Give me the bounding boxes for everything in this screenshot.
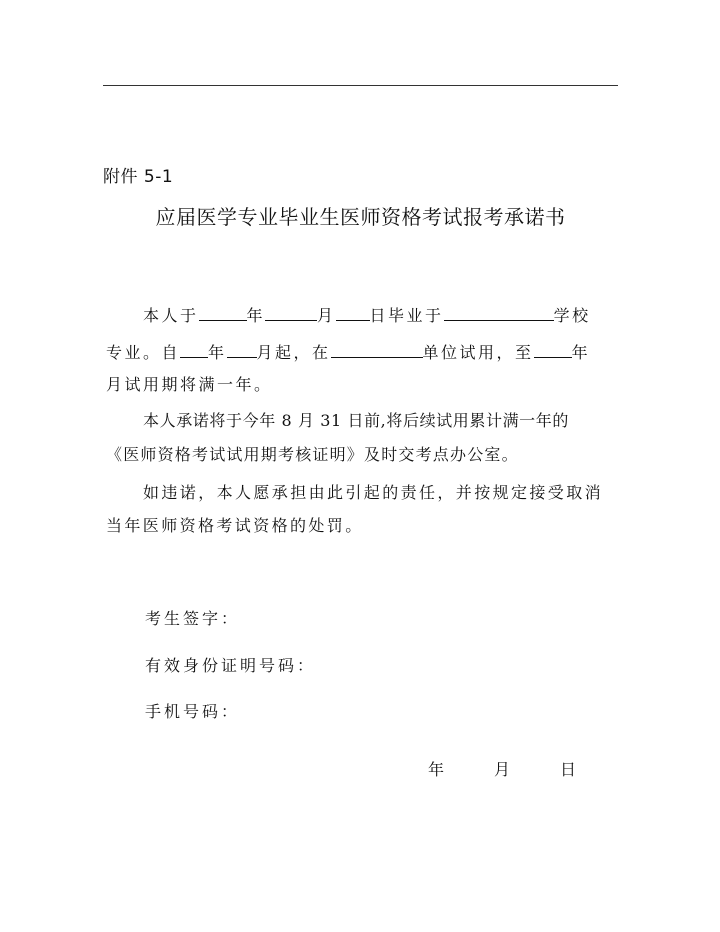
paragraph-3-line-2: 当年医师资格考试资格的处罚。: [106, 516, 364, 535]
start-year-blank[interactable]: [180, 341, 208, 358]
text-segment: 日毕业于: [369, 306, 444, 325]
paragraph-1-line-2: [106, 341, 590, 363]
text-segment: 单位试用，至: [422, 343, 534, 362]
date-year: 年: [428, 760, 445, 779]
start-month-blank[interactable]: [227, 341, 257, 358]
text-segment: 年: [208, 343, 227, 362]
header-rule: [103, 85, 618, 86]
attachment-label: 附件 5-1: [103, 167, 174, 187]
document-title: 应届医学专业毕业生医师资格考试报考承诺书: [155, 205, 566, 229]
paragraph-1-line-1: [143, 304, 591, 326]
paragraph-2-line-2: 《医师资格考试试用期考核证明》及时交考点办公室。: [106, 445, 519, 464]
text-segment: 年: [246, 306, 266, 325]
unit-blank[interactable]: [331, 341, 423, 358]
date-month: 月: [494, 760, 511, 779]
text-segment: 本人于: [143, 306, 199, 325]
paragraph-3-line-1: 如违诺，本人愿承担由此引起的责任，并按规定接受取消: [143, 483, 604, 502]
text-segment: 月: [317, 306, 336, 325]
text-segment: 专业。自: [106, 343, 181, 362]
paragraph-1-line-3: 月试用期将满一年。: [106, 375, 273, 394]
text-segment: 月起，在: [256, 343, 331, 362]
phone-number-label: 手机号码：: [145, 702, 241, 721]
month-blank[interactable]: [265, 304, 317, 321]
id-number-label: 有效身份证明号码：: [145, 656, 317, 675]
text-segment: 学校: [553, 306, 591, 325]
text-segment: 年: [571, 343, 591, 362]
end-year-blank[interactable]: [534, 341, 572, 358]
year-blank[interactable]: [199, 304, 247, 321]
date-day: 日: [560, 760, 577, 779]
candidate-signature-label: 考生签字：: [145, 609, 241, 628]
day-blank[interactable]: [336, 304, 370, 321]
paragraph-2-line-1: 本人承诺将于今年 8 月 31 日前,将后续试用累计满一年的: [143, 411, 569, 430]
school-blank[interactable]: [444, 304, 554, 321]
